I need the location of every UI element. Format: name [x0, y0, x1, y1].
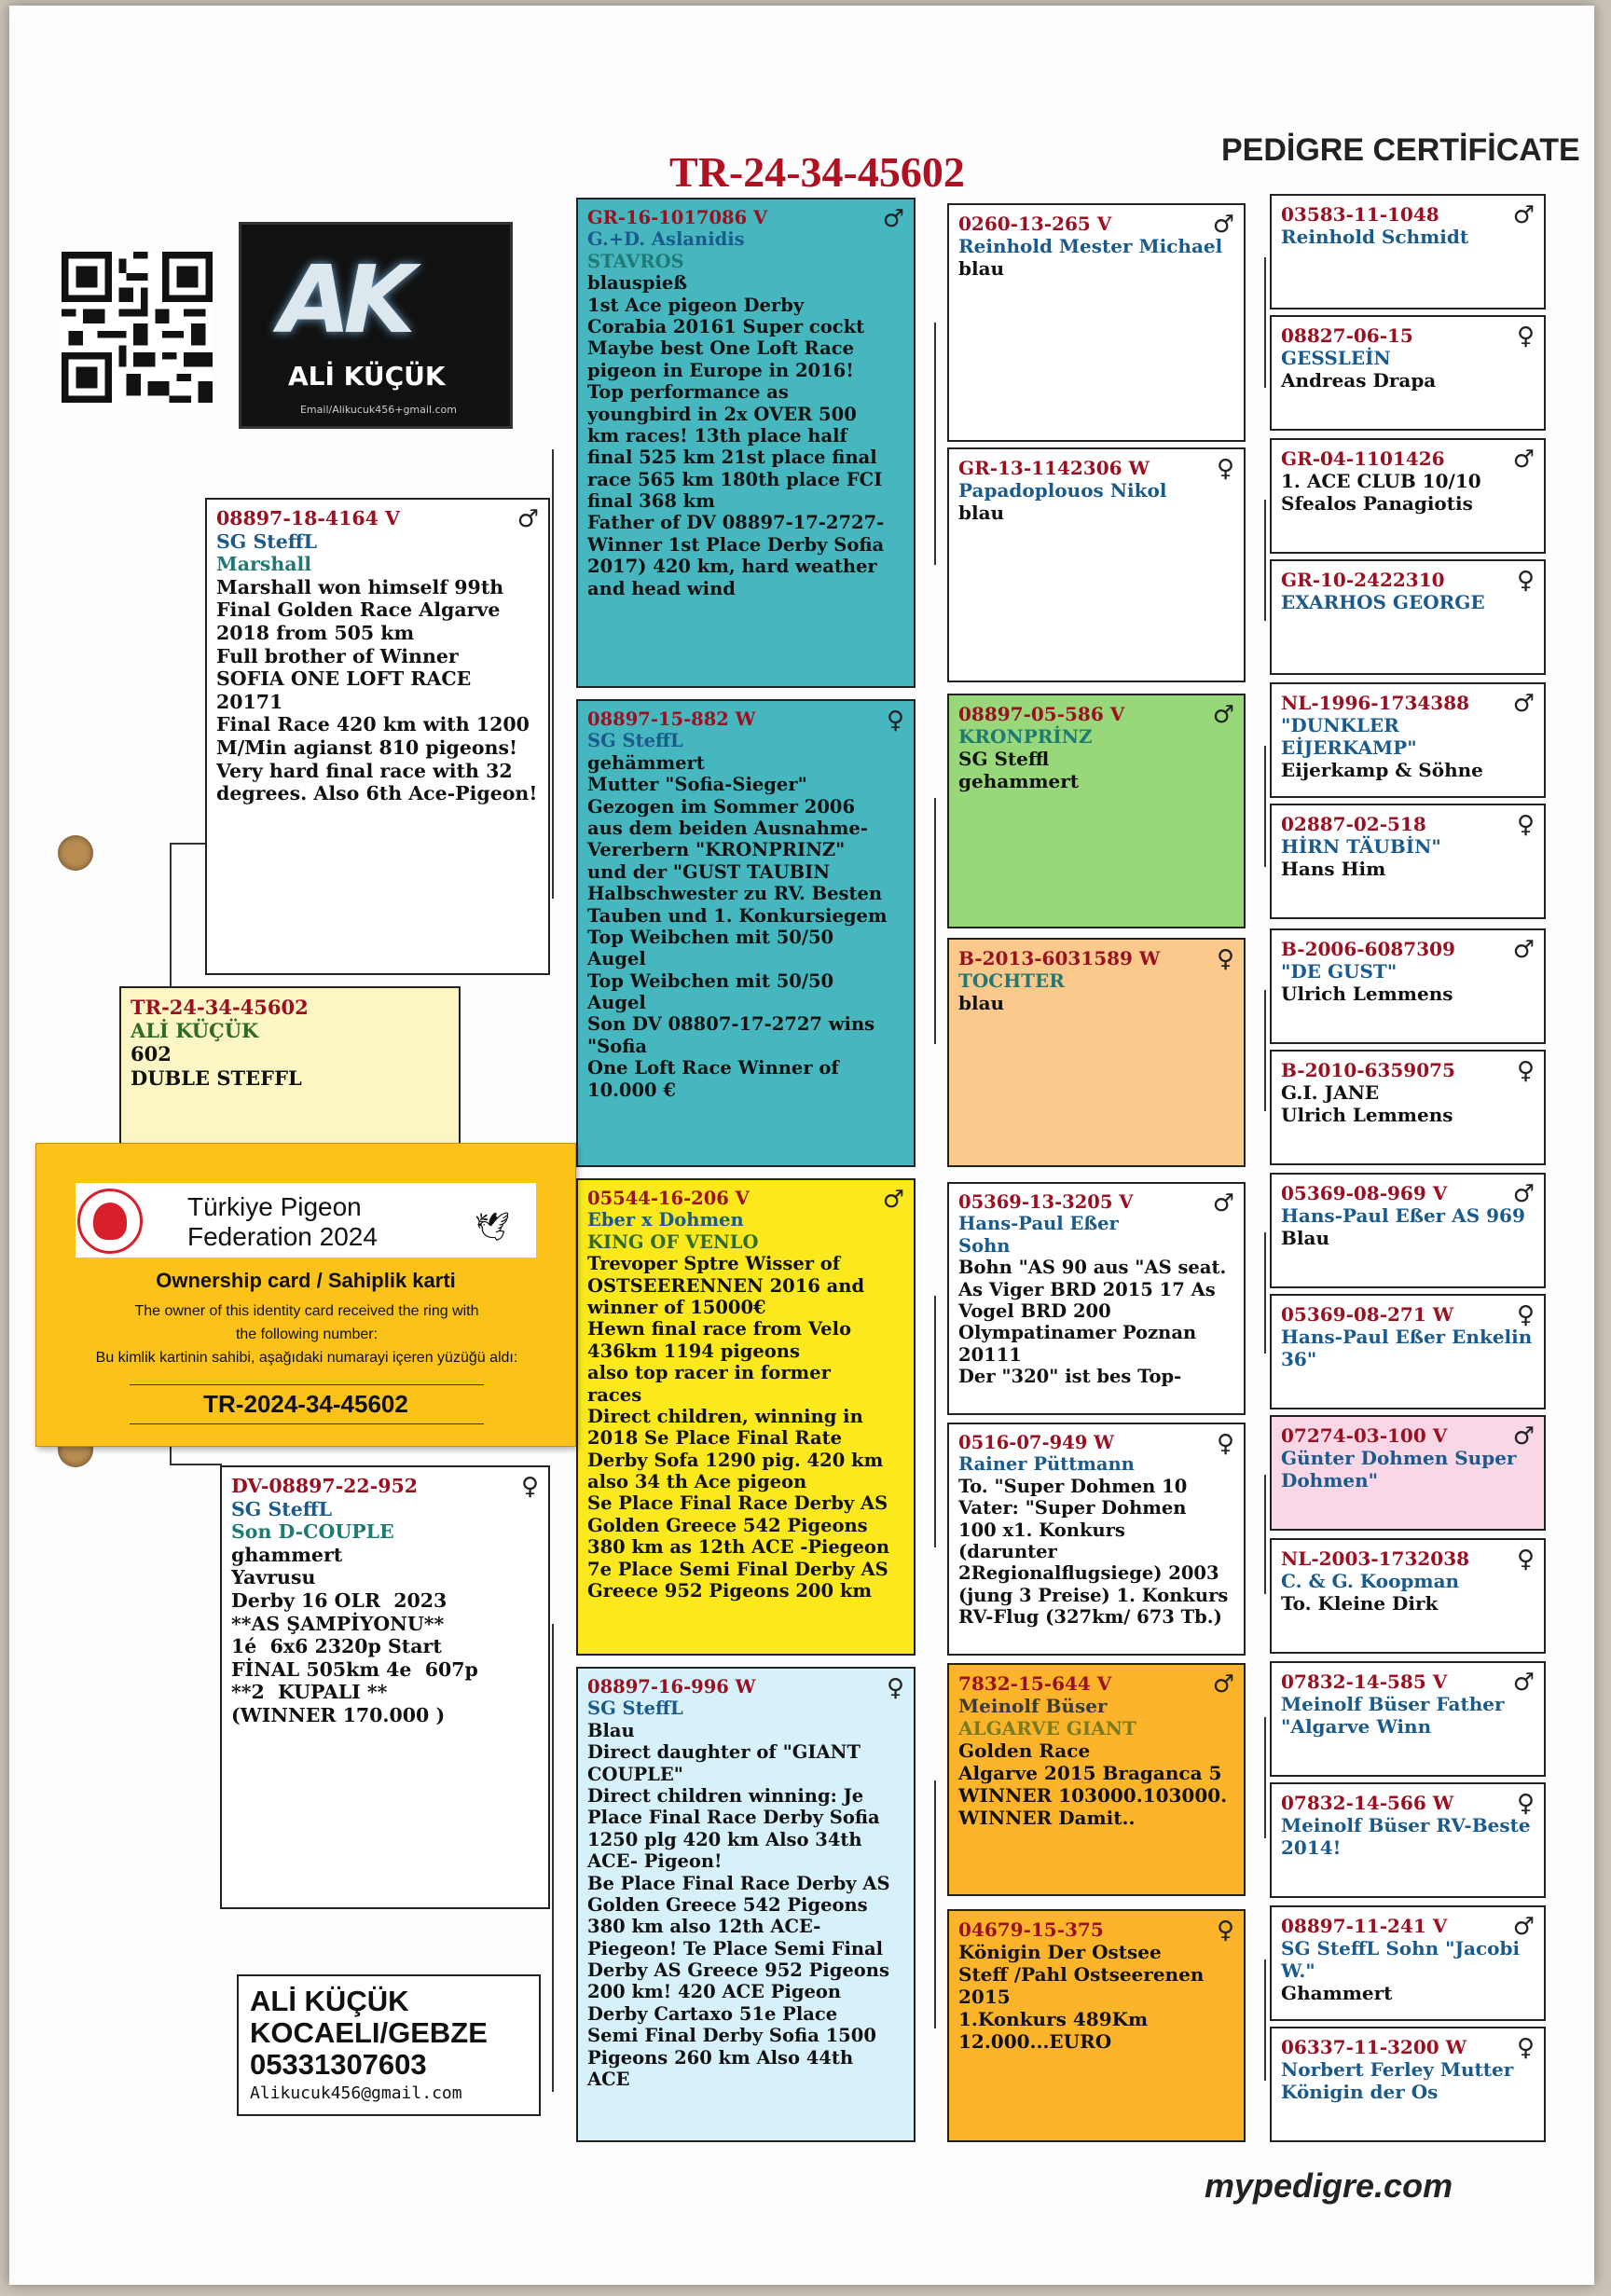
- sire-desc: Marshall won himself 99th Final Golden Race Algarve 2018 from 505 km Full brother of Winner SOFIA ONE LOFT RACE 20171 Final Race 420 km with 1200 M/Min agianst 810 pigeons! Very hard final race with 32 degrees. Also 6th Ace-Pigeon!: [216, 575, 538, 805]
- pedigree-desc: blau: [958, 502, 1005, 524]
- card-text-en-2: the following number:: [235, 1326, 379, 1342]
- gen4-card-3[interactable]: [1270, 438, 1546, 554]
- subject-ring: TR-24-34-45602: [131, 996, 309, 1019]
- granddam-paternal-card[interactable]: [576, 699, 916, 1167]
- female-icon: ♀: [1516, 1301, 1535, 1329]
- pedigree-breeder: G.I. JANE: [1281, 1081, 1380, 1104]
- pedigree-breeder: Meinolf Büser RV-Beste 2014!: [1281, 1814, 1531, 1859]
- pedigree-desc: Andreas Drapa: [1281, 369, 1437, 392]
- dam-card[interactable]: [220, 1465, 550, 1909]
- pedigree-ring: 07832-14-566 W: [1281, 1792, 1454, 1814]
- pedigree-name: STAVROS: [587, 250, 684, 272]
- male-icon: ♂: [882, 205, 904, 233]
- dam-desc: ghammert Yavrusu Derby 16 OLR 2023 **AS ŞAMPİYONU** 1é 6x6 2320p Start FİNAL 505km 4e 607p **2 KUPALI ** (WINNER 170.000 ): [231, 1543, 478, 1726]
- connector: [552, 449, 554, 899]
- pedigree-breeder: SG SteffL Sohn "Jacobi W.": [1281, 1937, 1521, 1982]
- pedigree-ring: B-2013-6031589 W: [958, 947, 1161, 969]
- pedigree-ring: 05369-08-271 W: [1281, 1303, 1454, 1326]
- male-icon: ♂: [1212, 701, 1234, 729]
- connector: [1264, 746, 1266, 867]
- federation-line-2: Federation 2024: [187, 1222, 378, 1252]
- gen3-card-5[interactable]: [947, 1182, 1246, 1415]
- male-icon: ♂: [1512, 201, 1535, 229]
- pedigree-breeder: Hans-Paul Eßer AS 969: [1281, 1204, 1525, 1227]
- male-icon: ♂: [1212, 211, 1234, 239]
- gen4-card-6[interactable]: [1270, 804, 1546, 919]
- connector: [934, 798, 936, 1044]
- subject-owner: ALİ KÜÇÜK: [131, 1019, 259, 1043]
- pedigree-desc: Trevoper Sptre Wisser of OSTSEERENNEN 2016 and winner of 15000€ Hewn final race from Velo 436km 1194 pigeons also top racer in former races Direct children, winning in 2018 Se Place Final Rate Derby Sofa 1290 pig. 420 km also 34 th Ace pigeon Se Place Final Race Derby AS Golden Greece 542 Pigeons 380 km as 12th ACE -Piegeon 7e Place Semi Final Derby AS Greece 952 Pigeons 200 km: [587, 1253, 890, 1602]
- subject-desc: DUBLE STEFFL: [131, 1066, 302, 1090]
- pedigree-desc: Blau Direct daughter of "GIANT COUPLE" Direct children winning: Je Place Final Race Derby Sofia 1250 plg 420 km Also 34th ACE- Pigeon! Be Place Final Race Derby AS Golden Greece 542 Pigeons 380 km also 12th ACE- Piegeon! Te Place Semi Final Derby AS Greece 952 Pigeons 200 km! 420 ACE Pigeon Derby Cartaxo 51e Place Semi Final Derby Sofia 1500 Pigeons 260 km Also 44th ACE: [587, 1719, 890, 2091]
- connector: [1264, 1475, 1266, 1594]
- pedigree-desc: gehämmert Mutter "Sofia-Sieger" Gezogen im Sommer 2006 aus dem beiden Ausnahme- Vererbern "KRONPRINZ" und der "GUST TAUBIN Halbschwester zu RV. Besten Tauben und 1. Konkursiegem Top Weibchen mit 50/50 Augel Top Weibchen mit 50/50 Augel Son DV 08807-17-2727 wins "Sofia One Loft Race Winner of 10.000 €: [587, 751, 888, 1101]
- pedigree-breeder: Norbert Ferley Mutter Königin der Os: [1281, 2058, 1514, 2103]
- pedigree-desc: Königin Der Ostsee Steff /Pahl Ostseerenen 2015 1.Konkurs 489Km 12.000...EURO: [958, 1941, 1205, 2053]
- female-icon: ♀: [1516, 1546, 1535, 1574]
- card-title: Ownership card / Sahiplik karti: [156, 1269, 456, 1292]
- page-title: TR-24-34-45602: [669, 148, 965, 196]
- pedigree-breeder: Reinhold Schmidt: [1281, 226, 1469, 248]
- pedigree-breeder: Papadoplouos Nikol: [958, 479, 1167, 502]
- sire-breeder: SG SteffL: [216, 529, 318, 553]
- card-text-en-1: The owner of this identity card received the ring with: [134, 1303, 479, 1319]
- pedigree-desc: Golden Race Algarve 2015 Braganca 5 WINNER 103000.103000. WINNER Damit..: [958, 1739, 1228, 1829]
- logo-letters: AK: [279, 245, 408, 354]
- pedigree-desc: Hans Him: [1281, 858, 1386, 880]
- connector: [170, 1464, 222, 1465]
- dam-ring: DV-08897-22-952: [231, 1475, 418, 1497]
- female-icon: ♀: [1516, 1057, 1535, 1085]
- dam-name: Son D-COUPLE: [231, 1520, 394, 1544]
- female-icon: ♀: [1516, 2034, 1535, 2062]
- male-icon: ♂: [1212, 1670, 1234, 1698]
- gen4-card-16[interactable]: [1270, 2027, 1546, 2142]
- female-icon: ♀: [1516, 1790, 1535, 1818]
- female-icon: ♀: [1516, 567, 1535, 595]
- gen4-card-14[interactable]: [1270, 1782, 1546, 1898]
- federation-logo-icon: [77, 1189, 143, 1254]
- pedigree-ring: 07832-14-585 V: [1281, 1670, 1448, 1693]
- card-ring-number: TR-2024-34-45602: [203, 1390, 408, 1418]
- gen3-card-3[interactable]: [947, 694, 1246, 928]
- card-text-tr: Bu kimlik kartinin sahibi, aşağıdaki numarayi içeren yüzüğü aldı:: [95, 1349, 518, 1366]
- male-icon: ♂: [1512, 1423, 1535, 1450]
- pedigree-desc: Eijerkamp & Söhne: [1281, 759, 1483, 781]
- gen4-card-13[interactable]: [1270, 1661, 1546, 1777]
- logo-email: Email/Alikucuk456+gmail.com: [299, 404, 457, 416]
- pedigree-breeder: Günter Dohmen Super Dohmen": [1281, 1447, 1517, 1492]
- pedigree-ring: 0260-13-265 V: [958, 213, 1112, 235]
- gen4-card-9[interactable]: [1270, 1173, 1546, 1288]
- divider: [130, 1423, 484, 1424]
- pedigree-name: KING OF VENLO: [587, 1230, 759, 1253]
- pedigree-ring: GR-10-2422310: [1281, 569, 1445, 591]
- pedigree-ring: 08897-05-586 V: [958, 703, 1125, 725]
- connector: [934, 323, 936, 565]
- gen4-card-10[interactable]: [1270, 1294, 1546, 1409]
- gen3-card-7[interactable]: [947, 1663, 1246, 1896]
- pedigree-desc: Bohn "AS 90 aus "AS seat. As Viger BRD 2015 17 As Vogel BRD 200 Olympatinamer Poznan 20111 Der "320" ist bes Top-: [958, 1257, 1227, 1388]
- qr-code-icon[interactable]: [62, 252, 213, 403]
- connector: [1264, 1232, 1266, 1354]
- gen4-card-1[interactable]: [1270, 194, 1546, 309]
- pedigree-ring: 02887-02-518: [1281, 813, 1426, 835]
- pedigree-desc: blauspieß 1st Ace pigeon Derby Corabia 20161 Super cockt Maybe best One Loft Race pigeon in Europe in 2016! Top performance as youngbird in 2x OVER 500 km races! 13th place half final 525 km 21st place final race 565 km 180th place FCI final 368 km Father of DV 08897-17-2727- Winner 1st Place Derby Sofia 2017) 420 km, hard weather and head wind: [587, 272, 885, 599]
- pedigree-desc: SG Steffl gehammert: [958, 748, 1080, 792]
- female-icon: ♀: [1516, 323, 1535, 351]
- connector: [1264, 1717, 1266, 1838]
- pedigree-ring: 05369-08-969 V: [1281, 1182, 1448, 1204]
- gen4-card-15[interactable]: [1270, 1905, 1546, 2021]
- gen4-card-4[interactable]: [1270, 559, 1546, 675]
- brand-logo: [239, 222, 513, 429]
- connector: [1264, 990, 1266, 1111]
- owner-name: ALİ KÜÇÜK: [250, 1985, 409, 2017]
- pedigree-name: TOCHTER: [958, 969, 1065, 992]
- male-icon: ♂: [1512, 690, 1535, 718]
- female-icon: ♀: [1216, 945, 1234, 973]
- gen3-card-4[interactable]: [947, 938, 1246, 1167]
- connector: [1264, 1959, 1266, 2081]
- female-icon: ♀: [520, 1473, 539, 1501]
- pedigree-desc: blau: [958, 257, 1005, 280]
- ownership-card: [35, 1143, 576, 1447]
- pedigree-name: ALGARVE GIANT: [958, 1717, 1136, 1739]
- connector: [1264, 500, 1266, 621]
- divider: [130, 1384, 484, 1385]
- logo-name: ALİ KÜÇÜK: [288, 361, 446, 392]
- pedigree-ring: B-2006-6087309: [1281, 938, 1455, 960]
- pedigree-ring: 05369-13-3205 V: [958, 1191, 1134, 1213]
- dam-breeder: SG SteffL: [231, 1497, 333, 1520]
- grandsire-maternal-card[interactable]: [576, 1178, 916, 1656]
- pedigree-ring: 7832-15-644 V: [958, 1672, 1112, 1695]
- female-icon: ♀: [1216, 1430, 1234, 1458]
- sire-ring: 08897-18-4164 V: [216, 507, 400, 529]
- granddam-maternal-card[interactable]: [576, 1667, 916, 2142]
- pedigree-breeder: Meinolf Büser Father "Algarve Winn: [1281, 1693, 1505, 1738]
- male-icon: ♂: [1512, 1913, 1535, 1941]
- pedigree-ring: NL-1996-1734388: [1281, 692, 1470, 714]
- pedigree-name: KRONPRİNZ: [958, 725, 1093, 748]
- pedigree-breeder: 1. ACE CLUB 10/10: [1281, 470, 1481, 492]
- gen4-card-11[interactable]: [1270, 1415, 1546, 1531]
- connector: [934, 1780, 936, 2028]
- male-icon: ♂: [1512, 1180, 1535, 1208]
- pedigree-ring: 03583-11-1048: [1281, 203, 1439, 226]
- pedigree-breeder: HİRN TÄUBİN": [1281, 835, 1441, 858]
- card-text: [64, 1300, 549, 1369]
- owner-city: KOCAELI/GEBZE: [250, 2016, 488, 2050]
- connector: [1264, 257, 1266, 388]
- pedigree-ring: GR-04-1101426: [1281, 447, 1445, 470]
- pedigree-ring: 08897-15-882 W: [587, 708, 756, 730]
- pedigree-ring: B-2010-6359075: [1281, 1059, 1455, 1081]
- pedigree-desc: To. Kleine Dirk: [1281, 1592, 1439, 1615]
- male-icon: ♂: [1512, 1669, 1535, 1697]
- pedigree-ring: 0516-07-949 W: [958, 1432, 1114, 1453]
- pedigree-name: Sohn: [958, 1234, 1011, 1257]
- pedigree-ring: 04679-15-375: [958, 1918, 1104, 1941]
- connector: [934, 1296, 936, 1547]
- pedigree-breeder: "DE GUST": [1281, 960, 1398, 983]
- male-icon: ♂: [516, 505, 539, 533]
- male-icon: ♂: [882, 1186, 904, 1214]
- subject-card[interactable]: [119, 986, 461, 1154]
- pedigree-breeder: "DUNKLER EİJERKAMP": [1281, 714, 1417, 759]
- certificate-title: PEDİGRE CERTİFİCATE: [1221, 132, 1580, 168]
- pedigree-ring: 08897-16-996 W: [587, 1676, 756, 1698]
- pedigree-breeder: Hans-Paul Eßer Enkelin 36": [1281, 1326, 1533, 1370]
- pedigree-desc: blau: [958, 992, 1005, 1014]
- footer-url[interactable]: mypedigre.com: [1205, 2166, 1453, 2205]
- gen3-card-8[interactable]: [947, 1909, 1246, 2142]
- pigeon-icon: 🕊: [475, 1212, 511, 1243]
- punch-hole: [58, 835, 93, 871]
- pedigree-desc: To. "Super Dohmen 10 Vater: "Super Dohmen 100 x1. Konkurs (darunter 2Regionalflugsiege) 2003 (jung 3 Preise) 1. Konkurs RV-Flug (327km/ 673 Tb.): [958, 1475, 1229, 1629]
- sire-card[interactable]: [205, 498, 550, 975]
- owner-contact: [237, 1974, 541, 2116]
- pedigree-breeder: GESSLEİN: [1281, 347, 1391, 369]
- federation-line-1: Türkiye Pigeon: [187, 1192, 362, 1221]
- owner-email[interactable]: Alikucuk456@gmail.com: [250, 2083, 462, 2104]
- grandsire-paternal-card[interactable]: [576, 198, 916, 688]
- gen4-card-2[interactable]: [1270, 315, 1546, 431]
- pedigree-ring: NL-2003-1732038: [1281, 1547, 1470, 1570]
- sire-name: Marshall: [216, 553, 312, 576]
- pedigree-breeder: EXARHOS GEORGE: [1281, 591, 1485, 613]
- female-icon: ♀: [886, 707, 904, 735]
- pedigree-breeder: Meinolf Büser: [958, 1695, 1108, 1717]
- pedigree-desc: Blau: [1281, 1227, 1330, 1249]
- pedigree-ring: 08897-11-241 V: [1281, 1915, 1448, 1937]
- federation-name: [187, 1192, 378, 1252]
- gen3-card-2[interactable]: [947, 447, 1246, 682]
- gen3-card-6[interactable]: [947, 1423, 1246, 1656]
- pedigree-ring: 08827-06-15: [1281, 324, 1413, 347]
- pedigree-ring: 06337-11-3200 W: [1281, 2036, 1467, 2058]
- owner-phone[interactable]: 05331307603: [250, 2048, 427, 2082]
- female-icon: ♀: [1216, 1917, 1234, 1945]
- connector: [552, 1624, 554, 2092]
- pedigree-breeder: Rainer Püttmann: [958, 1453, 1135, 1476]
- pedigree-desc: Ulrich Lemmens: [1281, 1104, 1453, 1126]
- female-icon: ♀: [886, 1674, 904, 1702]
- gen4-card-8[interactable]: [1270, 1050, 1546, 1165]
- subject-name: 602: [131, 1042, 172, 1066]
- pedigree-breeder: Reinhold Mester Michael: [958, 235, 1223, 257]
- pedigree-desc: Ghammert: [1281, 1982, 1393, 2004]
- gen4-card-12[interactable]: [1270, 1538, 1546, 1654]
- gen4-card-7[interactable]: [1270, 928, 1546, 1044]
- pedigree-ring: GR-16-1017086 V: [587, 207, 768, 228]
- female-icon: ♀: [1516, 811, 1535, 839]
- pedigree-ring: 05544-16-206 V: [587, 1188, 750, 1209]
- pedigree-ring: GR-13-1142306 W: [958, 457, 1150, 479]
- pedigree-breeder: C. & G. Koopman: [1281, 1570, 1460, 1592]
- gen4-card-5[interactable]: [1270, 682, 1546, 798]
- female-icon: ♀: [1216, 455, 1234, 483]
- male-icon: ♂: [1512, 446, 1535, 474]
- pedigree-desc: Ulrich Lemmens: [1281, 983, 1453, 1005]
- pedigree-breeder: SG SteffL: [587, 1698, 683, 1720]
- pedigree-desc: Sfealos Panagiotis: [1281, 492, 1473, 515]
- male-icon: ♂: [1212, 1189, 1234, 1217]
- gen3-card-1[interactable]: [947, 203, 1246, 442]
- male-icon: ♂: [1512, 936, 1535, 964]
- pedigree-breeder: Eber x Dohmen: [587, 1209, 744, 1231]
- pedigree-breeder: SG SteffL: [587, 730, 683, 752]
- pedigree-breeder: Hans-Paul Eßer: [958, 1213, 1119, 1235]
- pedigree-ring: 07274-03-100 V: [1281, 1424, 1448, 1447]
- pedigree-breeder: G.+D. Aslanidis: [587, 228, 745, 251]
